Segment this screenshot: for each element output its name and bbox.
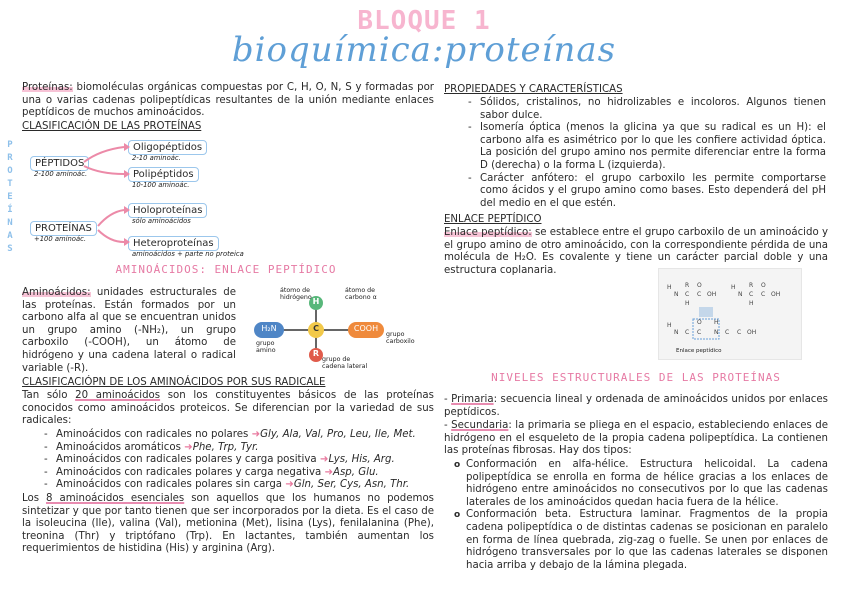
arrow-peptidos-poli <box>84 166 124 174</box>
svg-text:H: H <box>667 322 672 329</box>
props-list <box>466 97 826 210</box>
radical-item: - Aminoácidos con radicales polares sin carga ➜Gln, Ser, Cys, Asn, Thr. <box>42 479 434 492</box>
arrow-proteinas-hetero <box>98 230 124 242</box>
peptidos-note: 2-100 aminoác. <box>34 170 88 178</box>
bond-title: ENLACE PEPTÍDICO <box>444 214 542 225</box>
svg-text:N: N <box>714 329 719 336</box>
holoproteinas-note: sólo aminoácidos <box>132 217 191 225</box>
label-c: C <box>313 324 319 333</box>
secondary-item: o Conformación en alfa-hélice. Estructura helicoidal. La cadena polipeptídica se enrolla en forma de hélice gracias a los enlaces de hidrógeno entre aminoácidos no consecutivos por lo que las cadenas laterales de los aminoácidos quedan hacia fuera de la hélice. <box>452 459 828 509</box>
levels-title: NIVELES ESTRUCTURALES DE LAS PROTEÍNAS <box>491 371 781 384</box>
svg-text:O: O <box>697 282 702 289</box>
radical-item: - Aminoácidos con radicales polares y carga negativa ➜Asp, Glu. <box>42 467 434 480</box>
aa-section-title: AMINOÁCIDOS: ENLACE PEPTÍDICO <box>115 263 337 276</box>
svg-text:R: R <box>685 282 690 289</box>
proteinas-note: +100 aminoác. <box>34 235 87 243</box>
bond-image-caption: Enlace peptídico <box>676 348 722 354</box>
svg-text:H: H <box>685 300 690 307</box>
svg-text:OH: OH <box>747 329 757 336</box>
svg-text:C: C <box>725 329 730 336</box>
secondary-list <box>452 459 828 572</box>
svg-text:H: H <box>714 319 719 326</box>
primary-term: Primaria <box>451 394 494 405</box>
radical-item: - Aminoácidos aromáticos ➜Phe, Trp, Tyr. <box>42 442 434 455</box>
aa-term: Aminoácidos: <box>22 287 91 298</box>
secondary-term: Secundaria <box>451 420 509 431</box>
label-nh2: H₂N <box>261 324 277 333</box>
polipeptidos-box: Polipéptidos <box>128 167 199 182</box>
intro-text: biomoléculas orgánicas compuestas por C, H, O, N, S y formadas por una o varias cadenas polipeptídicas resultantes de la unión mediante enlaces peptídicos de muchos aminoácidos. <box>22 82 434 119</box>
arrow-peptidos-oligo <box>84 147 124 162</box>
bond-text: se establece entre el grupo carboxilo de un aminoácido y el grupo amino de otro aminoácido, con la correspondiente pérdida de una molécula de H₂O. Es covalente y tiene un carácter parcial doble y una estructura coplanaria. <box>444 227 828 276</box>
essential-amino-acids: 8 aminoácidos esenciales <box>46 493 185 504</box>
svg-text:H: H <box>749 300 754 307</box>
svg-text:N: N <box>738 291 743 298</box>
svg-text:OH: OH <box>771 291 781 298</box>
secondary-paragraph: - Secundaria: la primaria se pliega en el espacio, estableciendo enlaces de hidrógeno en el esqueleto de la propia cadena polipeptídica. La contienen las proteínas fibrosas. Hay dos tipos: <box>444 420 828 457</box>
heteroproteinas-box: Heteroproteínas <box>128 236 219 251</box>
svg-text:O: O <box>761 282 766 289</box>
radical-title: CLASIFICACIÓPN DE LOS AMINOÁCIDOS POR SUS RADICALE <box>22 377 326 388</box>
svg-text:H: H <box>731 284 736 291</box>
label-grupo-amino: grupo amino <box>256 340 276 354</box>
classification-title: CLASIFICACIÓN DE LAS PROTEÍNAS <box>22 121 202 132</box>
radical-item: - Aminoácidos con radicales no polares ➜Gly, Ala, Val, Pro, Leu, Ile, Met. <box>42 429 434 442</box>
svg-text:N: N <box>674 329 679 336</box>
props-title: PROPIEDADES Y CARACTERÍSTICAS <box>444 84 623 95</box>
heteroproteinas-note: aminoácidos + parte no proteica <box>132 250 244 258</box>
label-h: H <box>312 297 320 306</box>
bond-term: Enlace peptídico: <box>444 227 532 238</box>
polipeptidos-note: 10-100 aminoác. <box>132 181 190 189</box>
label-cooh: COOH <box>353 324 379 333</box>
radical-list <box>42 429 434 492</box>
svg-text:N: N <box>674 291 679 298</box>
props-item: - Sólidos, cristalinos, no hidrolizables e incoloros. Algunos tienen sabor dulce. <box>466 97 826 122</box>
aa-text: unidades estructurales de las proteínas. Están formados por un carbono alfa al que se encuentran unidos un grupo amino (-NH₂), un grupo carboxilo (-COOH), un átomo de hidrógeno y una cadena lateral o radical variable (-R). <box>22 287 236 374</box>
label-grupo-cadena: grupo de cadena lateral <box>322 356 368 370</box>
vertical-word: PROTEÍNAS <box>5 140 15 257</box>
label-atomo-c: átomo de carbono α <box>345 287 377 301</box>
svg-text:C: C <box>749 291 754 298</box>
svg-text:C: C <box>697 291 702 298</box>
essential-paragraph: Los 8 aminoácidos esenciales son aquellos que los humanos no podemos sintetizar y que por tanto tienen que ser incorporados por la dieta. Es el caso de la isoleucina (Ile), valina (Val), metionina (Met), lisina (Lys), fenilalanina (Phe), treonina (Thr) y triptófano (Trp). En lactantes, también aumentan los requerimientos de histidina (His) y arginina (Arg). <box>22 493 434 555</box>
page-title: bioquímica:proteínas <box>231 30 617 70</box>
oligopeptidos-box: Oligopéptidos <box>128 140 207 155</box>
svg-text:H: H <box>667 284 672 291</box>
svg-text:C: C <box>685 291 690 298</box>
radical-item: - Aminoácidos con radicales polares y carga positiva ➜Lys, His, Arg. <box>42 454 434 467</box>
label-r: R <box>312 349 320 358</box>
svg-text:R: R <box>749 282 754 289</box>
primary-paragraph: - Primaria: secuencia lineal y ordenada de aminoácidos unidos por enlaces peptídicos. <box>444 394 828 418</box>
intro-term: Proteínas: <box>22 82 73 93</box>
peptide-bond-svg <box>659 269 801 359</box>
svg-text:C: C <box>685 329 690 336</box>
twenty-amino-acids: 20 aminoácidos <box>75 390 161 401</box>
props-item: - Carácter anfótero: el grupo carboxilo les permite comportarse como ácidos y el grupo amino como bases. Esto dependerá del pH del medio en el que estén. <box>466 173 826 211</box>
props-item: - Isomería óptica (menos la glicina ya que su radical es un H): el carbono alfa es asimétrico por lo que les confiere actividad óptica. La posición del grupo amino nos permite diferenciar entre la forma D (derecha) o la forma L (izquierda). <box>466 122 826 172</box>
proteinas-box: PROTEÍNAS <box>30 221 97 236</box>
arrow-proteinas-holo <box>98 210 124 226</box>
block-label: BLOQUE 1 <box>357 6 491 36</box>
secondary-item: o Conformación beta. Estructura laminar. Fragmentos de la propia cadena polipeptídica o de distintas cadenas se posicionan en paralelo en forma de línea quebrada, zig-zag o fuelle. Se unen por enlaces de hidrógeno transversales por lo que las cadenas laterales se disponen hacia arriba y debajo de la lámina plegada. <box>452 509 828 572</box>
peptidos-box: PÉPTIDOS <box>30 156 89 171</box>
svg-text:OH: OH <box>707 291 717 298</box>
svg-text:C: C <box>737 329 742 336</box>
svg-text:C: C <box>697 329 702 336</box>
svg-text:O: O <box>697 319 702 326</box>
aa-paragraph <box>22 287 236 375</box>
label-atomo-h: átomo de hidrógeno <box>280 287 312 301</box>
holoproteinas-box: Holoproteínas <box>128 203 207 218</box>
label-grupo-carboxilo: grupo carboxilo <box>386 331 415 345</box>
svg-text:C: C <box>761 291 766 298</box>
oligopeptidos-note: 2-10 aminoác. <box>132 154 181 162</box>
radical-paragraph: Tan sólo 20 aminoácidos son los constituyentes básicos de las proteínas conocidos como aminoácidos proteicos. Se diferencian por la variedad de sus radicales: <box>22 390 434 427</box>
